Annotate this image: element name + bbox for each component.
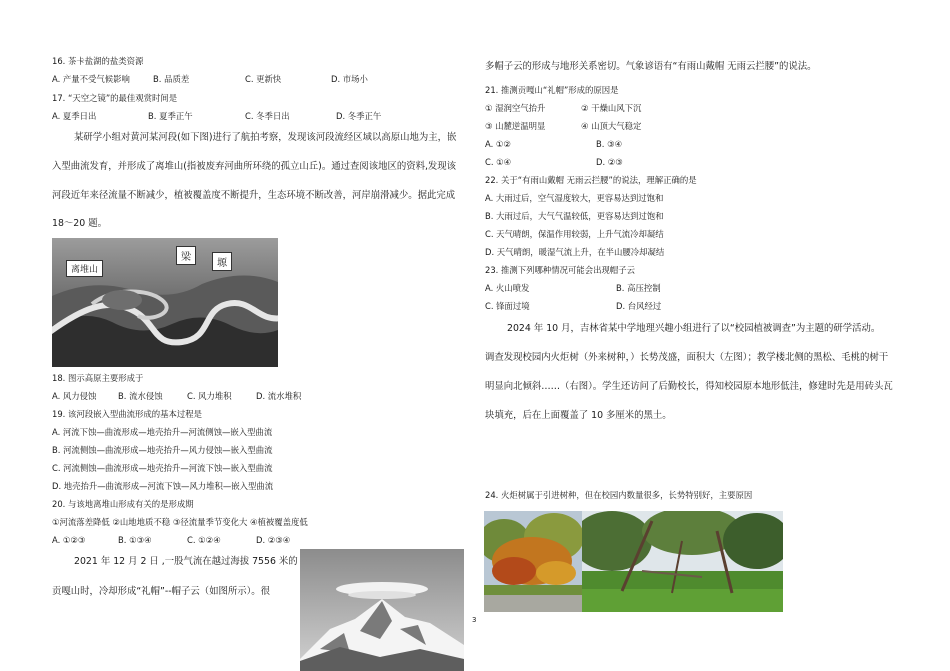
q18-option-c: C. 风力堆积 xyxy=(187,391,232,401)
q20-option-d: D. ②③④ xyxy=(256,535,291,545)
q20-items: ①河流落差降低 ②山地地质不稳 ③径流量季节变化大 ④植被覆盖度低 xyxy=(52,517,308,527)
gongga-cap-cloud-photo xyxy=(300,549,464,671)
q19-stem: 19. 该河段嵌入型曲流形成的基本过程是 xyxy=(52,409,202,419)
q22-option-a: A. 大雨过后，空气湿度较大，更容易达到过饱和 xyxy=(485,193,664,203)
q23-option-c: C. 锋面过境 xyxy=(485,301,530,311)
passage3-line-1: 2024 年 10 月，吉林省某中学地理兴趣小组进行了以“校园植被调查”为主题的研学活动。 xyxy=(507,323,881,334)
q21-item-3: ③ 山麓逆温明显 xyxy=(485,121,546,131)
q23-stem: 23. 推测下列哪种情况可能会出现帽子云 xyxy=(485,265,635,275)
q19-option-b: B. 河流侧蚀—曲流形成—地壳抬升—风力侵蚀—嵌入型曲流 xyxy=(52,445,273,455)
q21-option-a: A. ①② xyxy=(485,139,511,149)
sumac-tree-photo xyxy=(484,511,582,612)
leaning-pines-photo xyxy=(582,511,783,612)
q21-option-d: D. ②③ xyxy=(596,157,623,167)
passage1-line-1: 某研学小组对黄河某河段(如下图)进行了航拍考察，发现该河段流经区域以高原山地为主，嵌 xyxy=(74,132,457,143)
q20-option-a: A. ①②③ xyxy=(52,535,86,545)
q17-option-b: B. 夏季正午 xyxy=(148,111,193,121)
passage2-line-2: 贡嘎山时，冷却形成“礼帽”--帽子云（如图所示）。很 xyxy=(52,586,271,597)
q23-option-d: D. 台风经过 xyxy=(616,301,662,311)
meander-aerial-photo xyxy=(52,238,278,367)
passage1-line-3: 河段近年来径流量不断减少，植被覆盖度不断提升，生态环境不断改善，河岸崩滑减少。据此完成 xyxy=(52,190,456,201)
q17-option-c: C. 冬季日出 xyxy=(245,111,290,121)
label-lidui-mountain: 离堆山 xyxy=(66,260,103,277)
q19-option-c: C. 河流侧蚀—曲流形成—地壳抬升—河流下蚀—嵌入型曲流 xyxy=(52,463,273,473)
q16-option-b: B. 品质差 xyxy=(153,74,190,84)
passage3-line-2: 调查发现校园内火炬树（外来树种，）长势茂盛，面积大（左图）；教学楼北侧的黑松、毛桃的树干 xyxy=(485,352,889,363)
q21-item-4: ④ 山顶大气稳定 xyxy=(581,121,642,131)
q24-stem: 24. 火炬树属于引进树种，但在校园内数量很多，长势特别好，主要原因 xyxy=(485,490,753,500)
q17-option-d: D. 冬季正午 xyxy=(336,111,382,121)
q21-item-2: ② 干燥山风下沉 xyxy=(581,103,642,113)
q23-option-b: B. 高压控制 xyxy=(616,283,661,293)
q22-option-d: D. 天气晴朗，暖湿气流上升，在半山腰冷却凝结 xyxy=(485,247,665,257)
q20-stem: 20. 与该地离堆山形成有关的是形成期 xyxy=(52,499,194,509)
q22-option-c: C. 天气晴朗，保温作用较弱，上升气流冷却凝结 xyxy=(485,229,664,239)
passage2-line-3: 多帽子云的形成与地形关系密切。气象谚语有“有雨山戴帽 无雨云拦腰”的说法。 xyxy=(485,61,817,72)
q20-option-b: B. ①③④ xyxy=(118,535,152,545)
q19-option-a: A. 河流下蚀—曲流形成—地壳抬升—河流侧蚀—嵌入型曲流 xyxy=(52,427,273,437)
q21-option-c: C. ①④ xyxy=(485,157,512,167)
q19-option-d: D. 地壳抬升—曲流形成—河流下蚀—风力堆积—嵌入型曲流 xyxy=(52,481,274,491)
label-yuan: 塬 xyxy=(212,252,232,271)
q18-option-d: D. 流水堆积 xyxy=(256,391,302,401)
q21-stem: 21. 推测贡嘎山“礼帽”形成的原因是 xyxy=(485,85,619,95)
q17-stem: 17. “天空之镜”的最佳观赏时间是 xyxy=(52,93,178,103)
page-number: 3 xyxy=(472,616,477,624)
label-liang: 梁 xyxy=(176,246,196,265)
q21-option-b: B. ③④ xyxy=(596,139,623,149)
q22-option-b: B. 大雨过后，大气气温较低，更容易达到过饱和 xyxy=(485,211,664,221)
passage2-line-1: 2021 年 12 月 2 日 ,一股气流在越过海拔 7556 米的 xyxy=(74,556,298,567)
q20-option-c: C. ①②④ xyxy=(187,535,221,545)
q18-option-a: A. 风力侵蚀 xyxy=(52,391,97,401)
q17-option-a: A. 夏季日出 xyxy=(52,111,97,121)
q23-option-a: A. 火山喷发 xyxy=(485,283,530,293)
q16-option-a: A. 产量不受气候影响 xyxy=(52,74,130,84)
q16-option-c: C. 更新快 xyxy=(245,74,282,84)
q16-stem: 16. 茶卡盐湖的盐类资源 xyxy=(52,56,144,66)
passage3-line-3: 明显向北倾斜……（右图）。学生还访问了后勤校长，得知校园原本地形低洼，修建时先是用砖头瓦 xyxy=(485,381,893,392)
q22-stem: 22. 关于“有雨山戴帽 无雨云拦腰”的说法，理解正确的是 xyxy=(485,175,697,185)
passage1-line-2: 入型曲流发育，并形成了离堆山(指被废弃河曲所环绕的孤立山丘)。通过查阅该地区的资料,发现该 xyxy=(52,161,457,172)
passage3-line-4: 块填充，后在上面覆盖了 10 多厘米的黑土。 xyxy=(485,410,672,421)
passage1-line-4: 18～20 题。 xyxy=(52,218,107,229)
q16-option-d: D. 市场小 xyxy=(331,74,368,84)
q18-option-b: B. 流水侵蚀 xyxy=(118,391,163,401)
q21-item-1: ① 湿润空气抬升 xyxy=(485,103,546,113)
q18-stem: 18. 图示高原主要形成于 xyxy=(52,373,144,383)
